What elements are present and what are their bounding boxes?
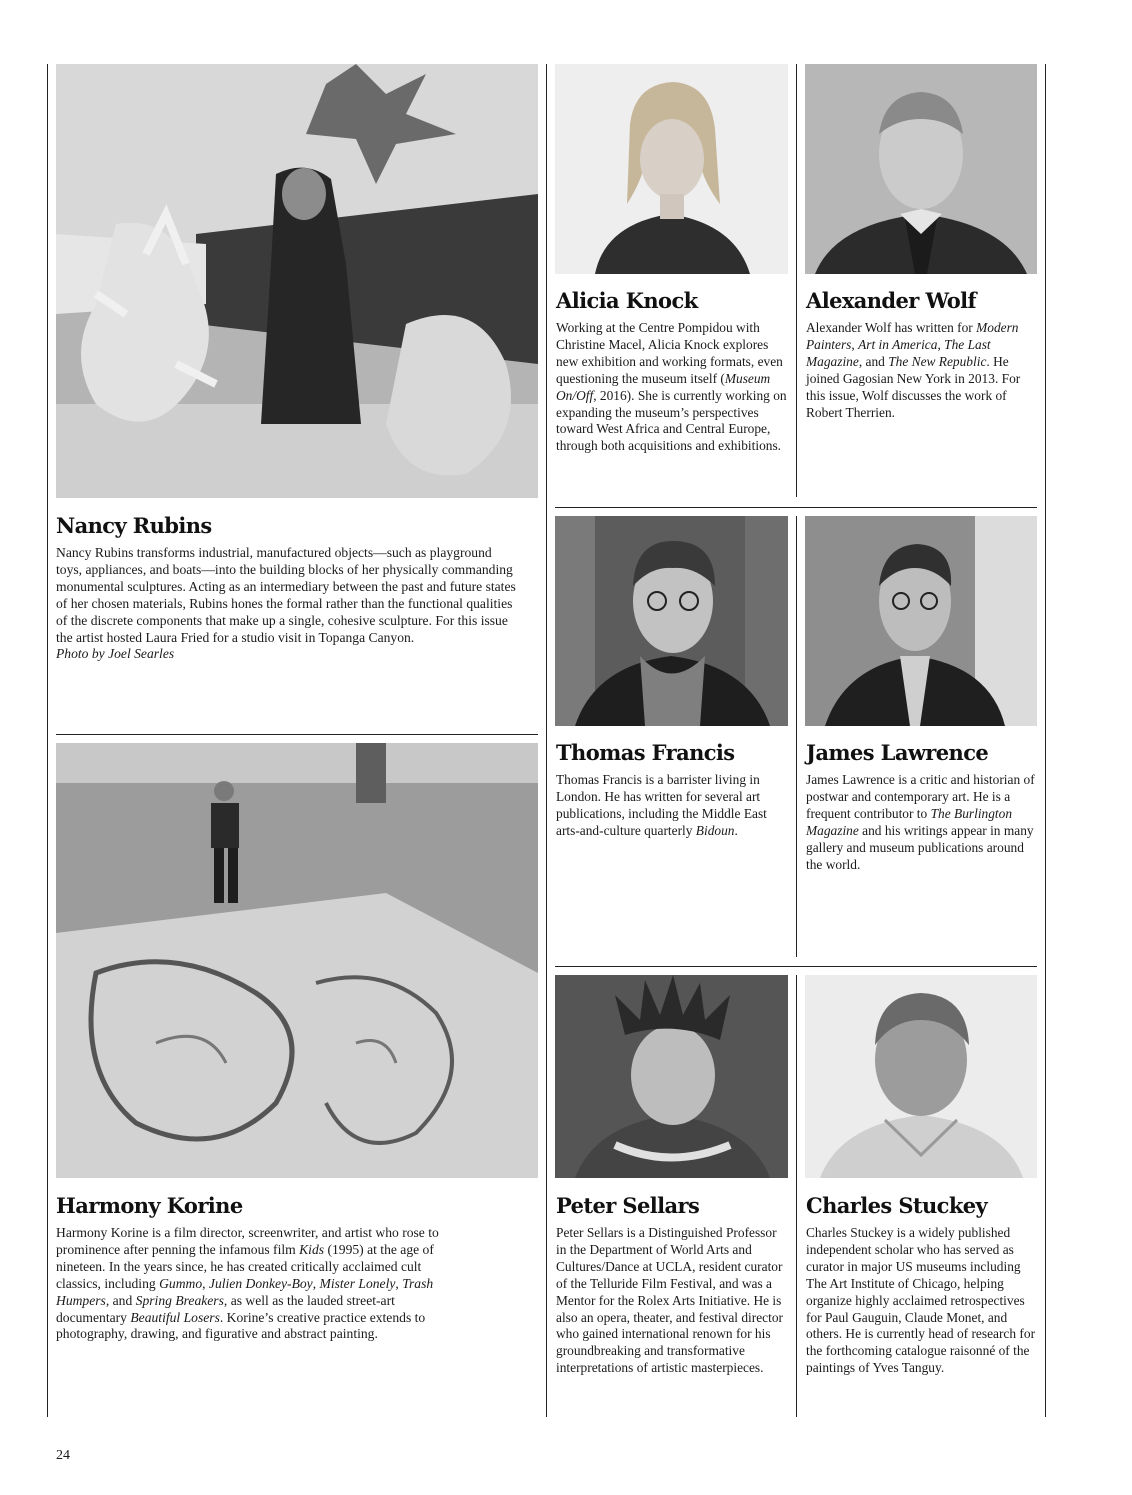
bio-text <box>556 1225 783 1375</box>
profile-name: Thomas Francis <box>556 740 735 765</box>
profile-name: James Lawrence <box>806 740 989 765</box>
column-rule-left <box>47 64 48 1417</box>
bio-italic-title: Museum On/Off <box>556 370 771 403</box>
column-rule-inner-bottom <box>796 975 797 1417</box>
portrait-photo-peter-sellars <box>555 975 788 1178</box>
section-divider-right-lower <box>555 966 1037 967</box>
bio-text-segment: James Lawrence is a critic and historian of postwar and contemporary art. He is a frequent contributor to <box>806 772 1035 821</box>
bio-italic-title: Art in America <box>858 336 938 352</box>
bio-text <box>56 1225 439 1341</box>
bio-italic-title: Julien Donkey-Boy <box>208 1275 313 1291</box>
bio-italic-title: The Burlington Magazine <box>806 805 1013 838</box>
profile-bio <box>556 772 789 840</box>
column-rule-inner-top <box>796 64 797 497</box>
portrait-photo-harmony-korine <box>56 743 538 1178</box>
profile-bio <box>556 1225 789 1377</box>
profile-bio <box>806 772 1039 873</box>
photo-credit: Photo by Joel Searles <box>56 646 175 662</box>
bio-text-segment: and his writings appear in many gallery and museum publications around the world. <box>806 822 1034 872</box>
bio-text <box>806 320 1020 420</box>
bio-italic-title: Mister Lonely <box>319 1275 396 1291</box>
portrait-photo-thomas-francis <box>555 516 788 726</box>
bio-text <box>556 320 787 453</box>
bio-text-segment: . <box>734 822 738 838</box>
bio-text-segment: , <box>312 1275 320 1291</box>
bio-text-segment: Thomas Francis is a barrister living in London. He has written for several art publications, including the Middle East arts-and-culture quarterly <box>556 772 767 838</box>
bio-text-segment: . Korine’s creative practice extends to photography, drawing, and figurative and abstract painting. <box>56 1309 426 1342</box>
portrait-photo-james-lawrence <box>805 516 1037 726</box>
bio-text-segment: Peter Sellars is a Distinguished Professor in the Department of World Arts and Cultures/Dance at UCLA, resident curator of the Telluride Film Festival, and was a Mentor for the Rolex Arts Initiative. He is also an opera, theater, and festival director who gained international renown for his groundbreaking and transformative interpretations of artistic masterpieces. <box>556 1225 783 1376</box>
profile-name: Charles Stuckey <box>806 1193 988 1218</box>
profile-bio <box>806 1225 1039 1377</box>
bio-italic-title: Gummo <box>159 1275 203 1291</box>
column-rule-inner-mid <box>796 516 797 957</box>
bio-italic-title: Beautiful Losers <box>130 1309 220 1325</box>
bio-text-segment: Working at the Centre Pompidou with Christine Macel, Alicia Knock explores new exhibition and working formats, even questioning the museum itself ( <box>556 320 783 386</box>
bio-text-segment: , and <box>858 353 889 369</box>
portrait-photo-charles-stuckey <box>805 975 1037 1178</box>
column-rule-middle <box>546 64 547 1417</box>
bio-text <box>806 772 1035 872</box>
bio-italic-title: Kids <box>299 1241 325 1257</box>
section-divider-left <box>56 734 538 735</box>
bio-text-segment: , <box>851 336 859 352</box>
bio-text-segment: Harmony Korine is a film director, screenwriter, and artist who rose to prominence after penning the infamous film <box>56 1225 439 1257</box>
page-number: 24 <box>56 1448 70 1463</box>
bio-text-segment: , as well as the lauded street-art documentary <box>56 1292 395 1325</box>
bio-text-segment: , and <box>105 1292 136 1308</box>
bio-italic-title: Bidoun <box>695 822 735 838</box>
profile-bio <box>56 545 516 663</box>
bio-text-segment: Nancy Rubins transforms industrial, manufactured objects—such as playground toys, appliances, and boats—into the building blocks of her physically commanding monumental sculptures. Acting as an intermediary between the past and future states of her chosen materials, Rubins hones the formal rather than the functional qualities of the discrete components that make up a single, cohesive sculpture. For this issue the artist hosted Laura Fried for a studio visit in Topanga Canyon. <box>56 545 516 645</box>
bio-text-segment: Charles Stuckey is a widely published independent scholar who has served as curator in major US museums including The Art Institute of Chicago, helping organize highly acclaimed retrospectives for Paul Gauguin, Claude Monet, and others. He is currently head of research for the forthcoming catalogue raisonné of the paintings of Yves Tanguy. <box>806 1225 1036 1376</box>
bio-text-segment: . He joined Gagosian New York in 2013. For this issue, Wolf discusses the work of Robert Therrien. <box>806 353 1021 420</box>
bio-italic-title: Modern Painters <box>806 320 1019 352</box>
bio-italic-title: The New Republic <box>888 353 987 369</box>
bio-italic-title: The Last Magazine <box>806 336 991 369</box>
profile-bio <box>556 320 789 455</box>
bio-text-segment: , <box>937 336 945 352</box>
bio-text <box>806 1225 1035 1375</box>
bio-text <box>56 545 516 645</box>
bio-text-segment: , <box>202 1275 209 1291</box>
portrait-photo-alexander-wolf <box>805 64 1037 274</box>
profile-name: Alicia Knock <box>556 288 698 313</box>
portrait-photo-alicia-knock <box>555 64 788 274</box>
profile-name: Alexander Wolf <box>806 288 976 313</box>
bio-text-segment: (1995) at the age of nineteen. In the years since, he has created critically acclaimed cult classics, including <box>56 1241 434 1291</box>
section-divider-right-upper <box>555 507 1037 508</box>
profile-name: Nancy Rubins <box>56 513 212 538</box>
portrait-photo-nancy-rubins <box>56 64 538 498</box>
bio-text-segment: Alexander Wolf has written for <box>806 320 977 335</box>
bio-text-segment: , 2016). She is currently working on expanding the museum’s perspectives toward West Africa and Central Europe, through both acquisitions and exhibitions. <box>556 387 787 454</box>
bio-text-segment: , <box>395 1275 403 1291</box>
column-rule-right <box>1045 64 1046 1417</box>
profile-name: Harmony Korine <box>56 1193 243 1218</box>
bio-text <box>556 772 767 838</box>
profile-bio <box>806 320 1039 421</box>
bio-italic-title: Spring Breakers <box>135 1292 224 1308</box>
profile-name: Peter Sellars <box>556 1193 700 1218</box>
bio-italic-title: Trash Humpers <box>56 1275 434 1308</box>
profile-bio <box>56 1225 456 1343</box>
